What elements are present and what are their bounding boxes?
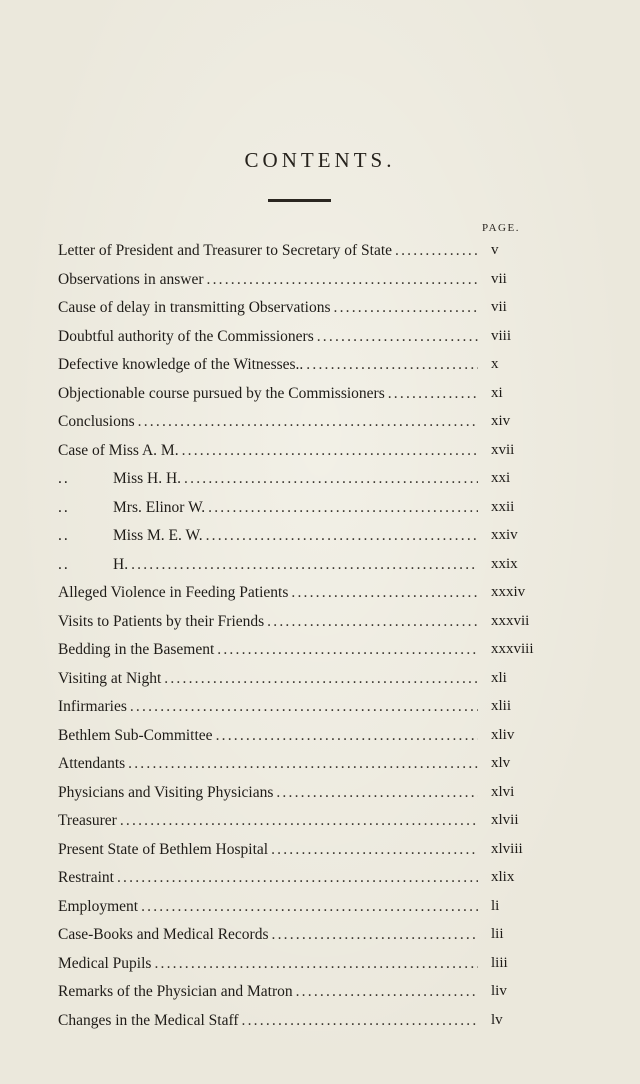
- toc-entry: [58, 242, 478, 264]
- toc-entry-label: Cause of delay in transmitting Observations: [58, 299, 331, 316]
- toc-entry-label: Physicians and Visiting Physicians: [58, 784, 274, 801]
- dot-leader: [138, 413, 478, 431]
- toc-entry-label: Bedding in the Basement: [58, 641, 215, 658]
- toc-entry: [58, 556, 478, 578]
- toc-entry: [58, 271, 478, 293]
- toc-entry-page-number: vii: [491, 299, 507, 315]
- toc-entry-label: Visits to Patients by their Friends: [58, 613, 265, 630]
- toc-entry: [58, 955, 478, 977]
- toc-entry-page-number: xlix: [491, 869, 515, 885]
- toc-entry-page-number: x: [491, 356, 499, 372]
- toc-entry-label: Mrs. Elinor W.: [113, 499, 206, 516]
- toc-entry: [58, 442, 478, 464]
- toc-entry-label: Doubtful authority of the Commissioners: [58, 328, 314, 345]
- toc-entry-label: Remarks of the Physician and Matron: [58, 983, 293, 1000]
- toc-entry: [58, 983, 478, 1005]
- toc-entry: [58, 727, 478, 749]
- toc-entry-label: Medical Pupils: [58, 955, 152, 972]
- dot-leader: [128, 755, 478, 773]
- toc-entry: [58, 413, 478, 435]
- toc-entry: [58, 584, 478, 606]
- page-column-header: PAGE.: [482, 222, 520, 234]
- toc-entry: [58, 926, 478, 948]
- toc-entry: [58, 328, 478, 350]
- toc-entry-page-number: lii: [491, 926, 504, 942]
- toc-entry-page-number: xliv: [491, 727, 515, 743]
- toc-entry-page-number: xlviii: [491, 841, 523, 857]
- toc-entry-label: Attendants: [58, 755, 126, 772]
- dot-leader: [120, 812, 478, 830]
- toc-entry: [58, 698, 478, 720]
- toc-entry-label: Observations in answer: [58, 271, 204, 288]
- dot-leader: [117, 869, 478, 887]
- toc-entry: [58, 385, 478, 407]
- dot-leader: [388, 385, 478, 403]
- toc-entry-label: Letter of President and Treasurer to Secretary of State: [58, 242, 393, 259]
- toc-entry-page-number: xlvii: [491, 812, 519, 828]
- toc-entry-prefix: ..: [58, 470, 70, 487]
- toc-entry-label: Treasurer: [58, 812, 117, 829]
- toc-entry-page-number: xxxviii: [491, 641, 534, 657]
- toc-entry-page-number: viii: [491, 328, 512, 344]
- toc-entry: [58, 812, 478, 834]
- toc-entry-label: Infirmaries: [58, 698, 127, 715]
- toc-entry-page-number: xlii: [491, 698, 512, 714]
- toc-entry-page-number: liv: [491, 983, 507, 999]
- toc-entry: [58, 784, 478, 806]
- toc-entry: [58, 841, 478, 863]
- toc-entry: [58, 470, 478, 492]
- toc-entry-label: Case-Books and Medical Records: [58, 926, 269, 943]
- toc-entry-page-number: xxi: [491, 470, 511, 486]
- toc-entry-page-number: xiv: [491, 413, 511, 429]
- toc-entry-page-number: xxxvii: [491, 613, 530, 629]
- dot-leader: [276, 784, 478, 802]
- toc-entry-label: Bethlem Sub-Committee: [58, 727, 213, 744]
- dot-leader: [184, 470, 478, 488]
- toc-entry-label: Miss M. E. W.: [113, 527, 203, 544]
- dot-leader: [334, 299, 479, 317]
- dot-leader: [206, 527, 478, 545]
- toc-entry-page-number: liii: [491, 955, 508, 971]
- toc-entry-prefix: ..: [58, 556, 70, 573]
- toc-entry-label: Defective knowledge of the Witnesses..: [58, 356, 304, 373]
- toc-entry-page-number: xxix: [491, 556, 518, 572]
- toc-entry: [58, 299, 478, 321]
- toc-entry-label: H.: [113, 556, 129, 573]
- toc-entry-page-number: xvii: [491, 442, 515, 458]
- dot-leader: [130, 698, 478, 716]
- dot-leader: [216, 727, 478, 745]
- dot-leader: [291, 584, 478, 602]
- toc-entry-page-number: xi: [491, 385, 503, 401]
- toc-entry-page-number: xxiv: [491, 527, 518, 543]
- toc-entry-prefix: ..: [58, 499, 70, 516]
- toc-entry: [58, 356, 478, 378]
- toc-entry-prefix: ..: [58, 527, 70, 544]
- dot-leader: [296, 983, 478, 1001]
- dot-leader: [272, 926, 479, 944]
- toc-entry-label: Case of Miss A. M.: [58, 442, 179, 459]
- toc-entry-page-number: lv: [491, 1012, 503, 1028]
- dot-leader: [131, 556, 478, 574]
- dot-leader: [242, 1012, 478, 1030]
- toc-entry-label: Miss H. H.: [113, 470, 182, 487]
- title-rule: [268, 199, 331, 202]
- toc-entry-page-number: xlv: [491, 755, 511, 771]
- toc-entry: [58, 670, 478, 692]
- toc-entry: [58, 641, 478, 663]
- dot-leader: [182, 442, 478, 460]
- toc-entry-page-number: xxii: [491, 499, 515, 515]
- dot-leader: [217, 641, 478, 659]
- toc-entry: [58, 527, 478, 549]
- dot-leader: [154, 955, 478, 973]
- toc-entry-label: Objectionable course pursued by the Commissioners: [58, 385, 385, 402]
- toc-entry: [58, 1012, 478, 1034]
- toc-entry-label: Alleged Violence in Feeding Patients: [58, 584, 289, 601]
- dot-leader: [306, 356, 478, 374]
- dot-leader: [207, 271, 479, 289]
- dot-leader: [271, 841, 478, 859]
- dot-leader: [317, 328, 478, 346]
- toc-entry: [58, 613, 478, 635]
- dot-leader: [267, 613, 478, 631]
- toc-entry: [58, 869, 478, 891]
- toc-entry-page-number: xxxiv: [491, 584, 526, 600]
- toc-entry: [58, 755, 478, 777]
- dot-leader: [208, 499, 478, 517]
- toc-entry-label: Changes in the Medical Staff: [58, 1012, 239, 1029]
- toc-entry-label: Present State of Bethlem Hospital: [58, 841, 269, 858]
- toc-entry-page-number: xlvi: [491, 784, 515, 800]
- toc-entry-page-number: xli: [491, 670, 507, 686]
- toc-entry: [58, 499, 478, 521]
- toc-entry-label: Conclusions: [58, 413, 135, 430]
- page-title: CONTENTS.: [244, 148, 396, 172]
- toc-entry: [58, 898, 478, 920]
- toc-entry-label: Restraint: [58, 869, 114, 886]
- dot-leader: [164, 670, 478, 688]
- toc-entry-label: Employment: [58, 898, 139, 915]
- toc-entry-label: Visiting at Night: [58, 670, 162, 687]
- toc-entry-page-number: v: [491, 242, 499, 258]
- toc-entry-page-number: li: [491, 898, 500, 914]
- dot-leader: [395, 242, 478, 260]
- dot-leader: [141, 898, 478, 916]
- toc-entry-page-number: vii: [491, 271, 507, 287]
